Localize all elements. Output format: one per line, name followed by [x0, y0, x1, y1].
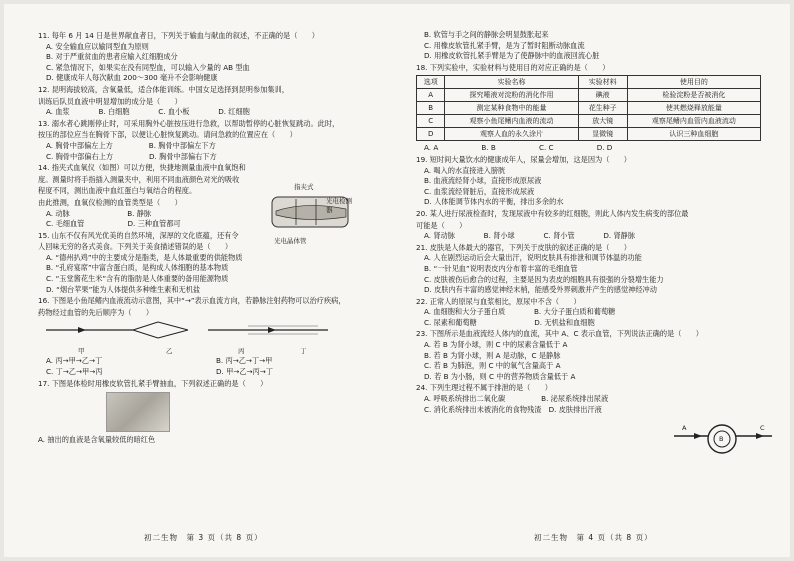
answer-option: A. 喝入的水直接进入膀胱: [424, 165, 506, 175]
question-stem: 度。测量时将手指插入测量夹中，利用不同血液颜色对光的吸收: [38, 174, 240, 184]
question-stem: 由此推测，血氧仪检测的血管类型是（ ）: [38, 197, 182, 207]
experiment-table: [416, 75, 761, 141]
question-stem: 按压的部位应当在胸骨下部，以便让心脏恢复跳动。请问急救的位置应在（ ）: [38, 130, 297, 140]
answer-option: C. 消化系统排出未被消化的食物残渣 D. 皮肤排出汗液: [424, 404, 602, 414]
answer-option: D. 若 B 为小肠，则 C 中的营养物质含量低于 A: [424, 371, 576, 381]
question-stem: 11. 每年 6 月 14 日是世界献血者日，下列关于输血与献血的叙述，不正确的是（ ）: [38, 31, 319, 40]
answer-option: D. 人体能调节体内水的平衡，排出多余的水: [424, 197, 564, 207]
fig23-label-a: A: [682, 424, 687, 432]
answer-option: B. 若 B 为肾小球，则 A 是动脉，C 是静脉: [424, 350, 561, 360]
answer-option: C. 若 B 为肺泡，则 C 中的氧气含量高于 A: [424, 361, 561, 371]
question-stem: 12. 昆明海拔较高，含氧量低，适合体能训练。中国女足选择到昆明参加集训，: [38, 84, 289, 94]
table-header-cell: 实验材料: [578, 76, 627, 89]
left-question-lines: [38, 31, 390, 318]
table-row: [417, 89, 761, 102]
question-stem: 人回味无穷的各式美食。下列关于美食描述错误的是（ ）: [38, 242, 233, 252]
question-stem: 19. 短时间大量饮水的健康成年人，尿量会增加，这是因为（ ）: [416, 154, 631, 164]
answer-option: D. 健康成年人每次献血 200～300 毫升不会影响健康: [46, 73, 218, 83]
table-header-cell: 选项: [417, 76, 445, 89]
question-stem: 15. 山东不仅有风光优美的自然环境，深厚的文化底蕴，还有令: [38, 230, 239, 240]
fig23-label-c: C: [760, 424, 765, 432]
table-header-cell: 实验名称: [445, 76, 578, 89]
q16-option-d: D. 甲→乙→丙→丁: [216, 367, 273, 377]
table-cell: 观察人血的永久涂片: [445, 128, 578, 141]
table-cell: 检验淀粉是否被消化: [627, 89, 760, 102]
question-stem: 训练后队员血液中明显增加的成分是（ ）: [38, 96, 182, 106]
answer-option: A. 人在剧烈运动后会大量出汗，说明皮肤具有排泄和调节体温的功能: [424, 253, 642, 263]
right-question-lines: [416, 155, 768, 415]
answer-option: D. 用橡皮软管扎紧手臂是为了使静脉中的血液回流心脏: [424, 51, 600, 61]
answer-option: D. “烟台苹果”能为人体提供多种维生素和无机盐: [46, 284, 201, 294]
table-row: [417, 102, 761, 115]
question-stem: 药物经过血管的先后顺序为（ ）: [38, 307, 154, 317]
answer-option: A. 安全输血应以输同型血为原则: [46, 41, 149, 51]
question-stem: 程度不同，测出血液中血红蛋白与氧结合的程度。: [38, 186, 197, 196]
answer-option: A. 呼吸系统排出二氧化碳 B. 泌尿系统排出尿液: [424, 394, 609, 404]
q16-options-row2: [38, 367, 390, 378]
answer-option: C. 血浆流经肾脏后，直接形成尿液: [424, 186, 535, 196]
answer-option: C. 胸骨中部偏右上方 D. 胸骨中部偏右下方: [46, 151, 217, 161]
answer-option: A. 肾动脉 B. 肾小球 C. 肾小管 D. 肾静脉: [424, 231, 636, 241]
answer-option: C. 用橡皮软管扎紧手臂，是为了暂时阻断动脉血流: [424, 40, 585, 50]
question-stem: 23. 下图所示是血液流经人体内的血流，其中 A、C 表示血管，下列说法正确的是（ ）: [416, 329, 703, 339]
label-ding: 丁: [300, 347, 307, 356]
answer-option: C. 毛细血管 D. 三种血管都可: [46, 219, 181, 229]
page-3-footer: 初二生物 第 3 页（共 8 页）: [144, 533, 263, 542]
table-cell: 观察尾鳍内血管内血液流动: [627, 115, 760, 128]
answer-option: B. 对于严重贫血的患者应输入红细胞成分: [46, 52, 178, 62]
answer-option: D. 皮肤内有丰富的感觉神经末梢，能感受外界刺激并产生的感觉神经冲动: [424, 285, 657, 295]
question-stem: 18. 下列实验中，实验材料与使用目的对应正确的是（ ）: [416, 62, 610, 72]
answer-option: A. “德州扒鸡”中的主要成分是脂类，是人体最重要的供能物质: [46, 252, 243, 262]
oximeter-caption-top: 指夹式: [294, 183, 314, 191]
fig23-label-b: B: [719, 435, 724, 443]
answer-option: A. 血浆 B. 白细胞 C. 血小板 D. 红细胞: [46, 107, 250, 117]
diagram-labels: [38, 346, 390, 356]
table-cell: 放大镜: [578, 115, 627, 128]
answer-option: C. 尿素和葡萄糖 D. 无机盐和血细胞: [424, 317, 595, 327]
label-yi: 乙: [166, 347, 173, 356]
question-stem: 20. 某人进行尿液检查时，发现尿液中有较多的红细胞，则此人体内发生病变的部位最: [416, 208, 689, 218]
table-cell: D: [417, 128, 445, 141]
q18-options: A. A B. B C. C D. D: [424, 143, 613, 153]
table-header-row: [417, 76, 761, 89]
page-4-column: [416, 30, 768, 415]
table-row: [417, 128, 761, 141]
q16-option-a: A. 丙→甲→乙→丁: [46, 356, 103, 366]
question-stem: 13. 溺水者心跳刚停止时，可采用胸外心脏按压进行急救，以帮助暂停的心脏恢复跳动。此时，: [38, 118, 340, 128]
table-cell: 使其燃烧释放能量: [627, 102, 760, 115]
question-stem: 14. 指夹式血氧仪（如图）可以方便，快捷地测量血液中血氧饱和: [38, 163, 246, 173]
answer-option: A. 若 B 为肾小球，则 C 中的尿素含量低于 A: [424, 340, 568, 350]
answer-option: A. 血细胞和大分子蛋白质 B. 大分子蛋白质和葡萄糖: [424, 307, 616, 317]
question-stem: 16. 下图是小鱼尾鳍内血液流动示意图，其中“→”表示血流方向，若静脉注射药物可以治疗疾病，: [38, 296, 346, 306]
answer-option: C. 皮肤被伤后愈合的过程，主要是因为表皮的细胞具有很强的分裂增生能力: [424, 274, 664, 284]
table-cell: 花生种子: [578, 102, 627, 115]
page-4-footer: 初二生物 第 4 页（共 8 页）: [534, 533, 653, 542]
table-cell: C: [417, 115, 445, 128]
q16-option-c: C. 丁→乙→甲→丙: [46, 367, 103, 377]
fish-fin-diagram: [38, 318, 390, 346]
answer-option: A. 动脉 B. 静脉: [46, 208, 152, 218]
question-stem: 22. 正常人的原尿与血浆相比，原尿中不含（ ）: [416, 296, 581, 306]
answer-option: B. “一针见血”说明表皮内分布着丰富的毛细血管: [424, 263, 578, 273]
answer-option: B. 血液流经肾小球，直接形成原尿液: [424, 176, 542, 186]
question-stem: 24. 下列生理过程不属于排泄的是（ ）: [416, 383, 552, 393]
table-header-cell: 使用目的: [627, 76, 760, 89]
table-cell: 认识三种血细胞: [627, 128, 760, 141]
exam-sheet: [4, 4, 790, 557]
oximeter-figure: [266, 182, 354, 244]
arm-photo: [106, 392, 170, 432]
answer-option: C. 紧急情况下，如果实在没有同型血，可以输入少量的 AB 型血: [46, 62, 250, 72]
label-bing: 丙: [238, 347, 245, 356]
blood-flow-diagram: [38, 318, 338, 346]
label-jia: 甲: [78, 347, 85, 356]
table-cell: 探究唾液对淀粉的消化作用: [445, 89, 578, 102]
q17-stem: 17. 下图是体检时用橡皮软管扎紧手臂抽血，下列叙述正确的是（ ）: [38, 378, 268, 388]
table-cell: 观察小鱼尾鳍内血液的流动: [445, 115, 578, 128]
answer-option: B. 软管与手之间的静脉会明显鼓胀起来: [424, 30, 549, 39]
table-cell: A: [417, 89, 445, 102]
table-cell: 显微镜: [578, 128, 627, 141]
answer-option: B. “孔府宴席”中富含蛋白质，是构成人体细胞的基本物质: [46, 263, 229, 273]
question-stem: 可能是（ ）: [416, 220, 467, 230]
answer-option: A. 胸骨中部偏左上方 B. 胸骨中部偏左下方: [46, 140, 216, 150]
q16-option-b: B. 丙→乙→丁→甲: [216, 356, 273, 366]
question-stem: 21. 皮肤是人体最大的器官，下列关于皮肤的叙述正确的是（ ）: [416, 242, 631, 252]
table-row: [417, 115, 761, 128]
table-cell: 测定某种食物中的能量: [445, 102, 578, 115]
table-cell: B: [417, 102, 445, 115]
right-top-lines: [416, 30, 768, 73]
q16-options-row1: [38, 356, 390, 367]
oximeter-caption-bottom: 光电晶体管: [274, 237, 307, 245]
oximeter-caption-right: 光电检测器: [326, 197, 352, 214]
q17-option-a: A. 抽出的血液是含氧量较低的暗红色: [38, 435, 156, 445]
table-cell: 碘液: [578, 89, 627, 102]
answer-option: C. “玉堂酱花生米”含有的脂肪是人体重要的备用能源物质: [46, 274, 229, 284]
